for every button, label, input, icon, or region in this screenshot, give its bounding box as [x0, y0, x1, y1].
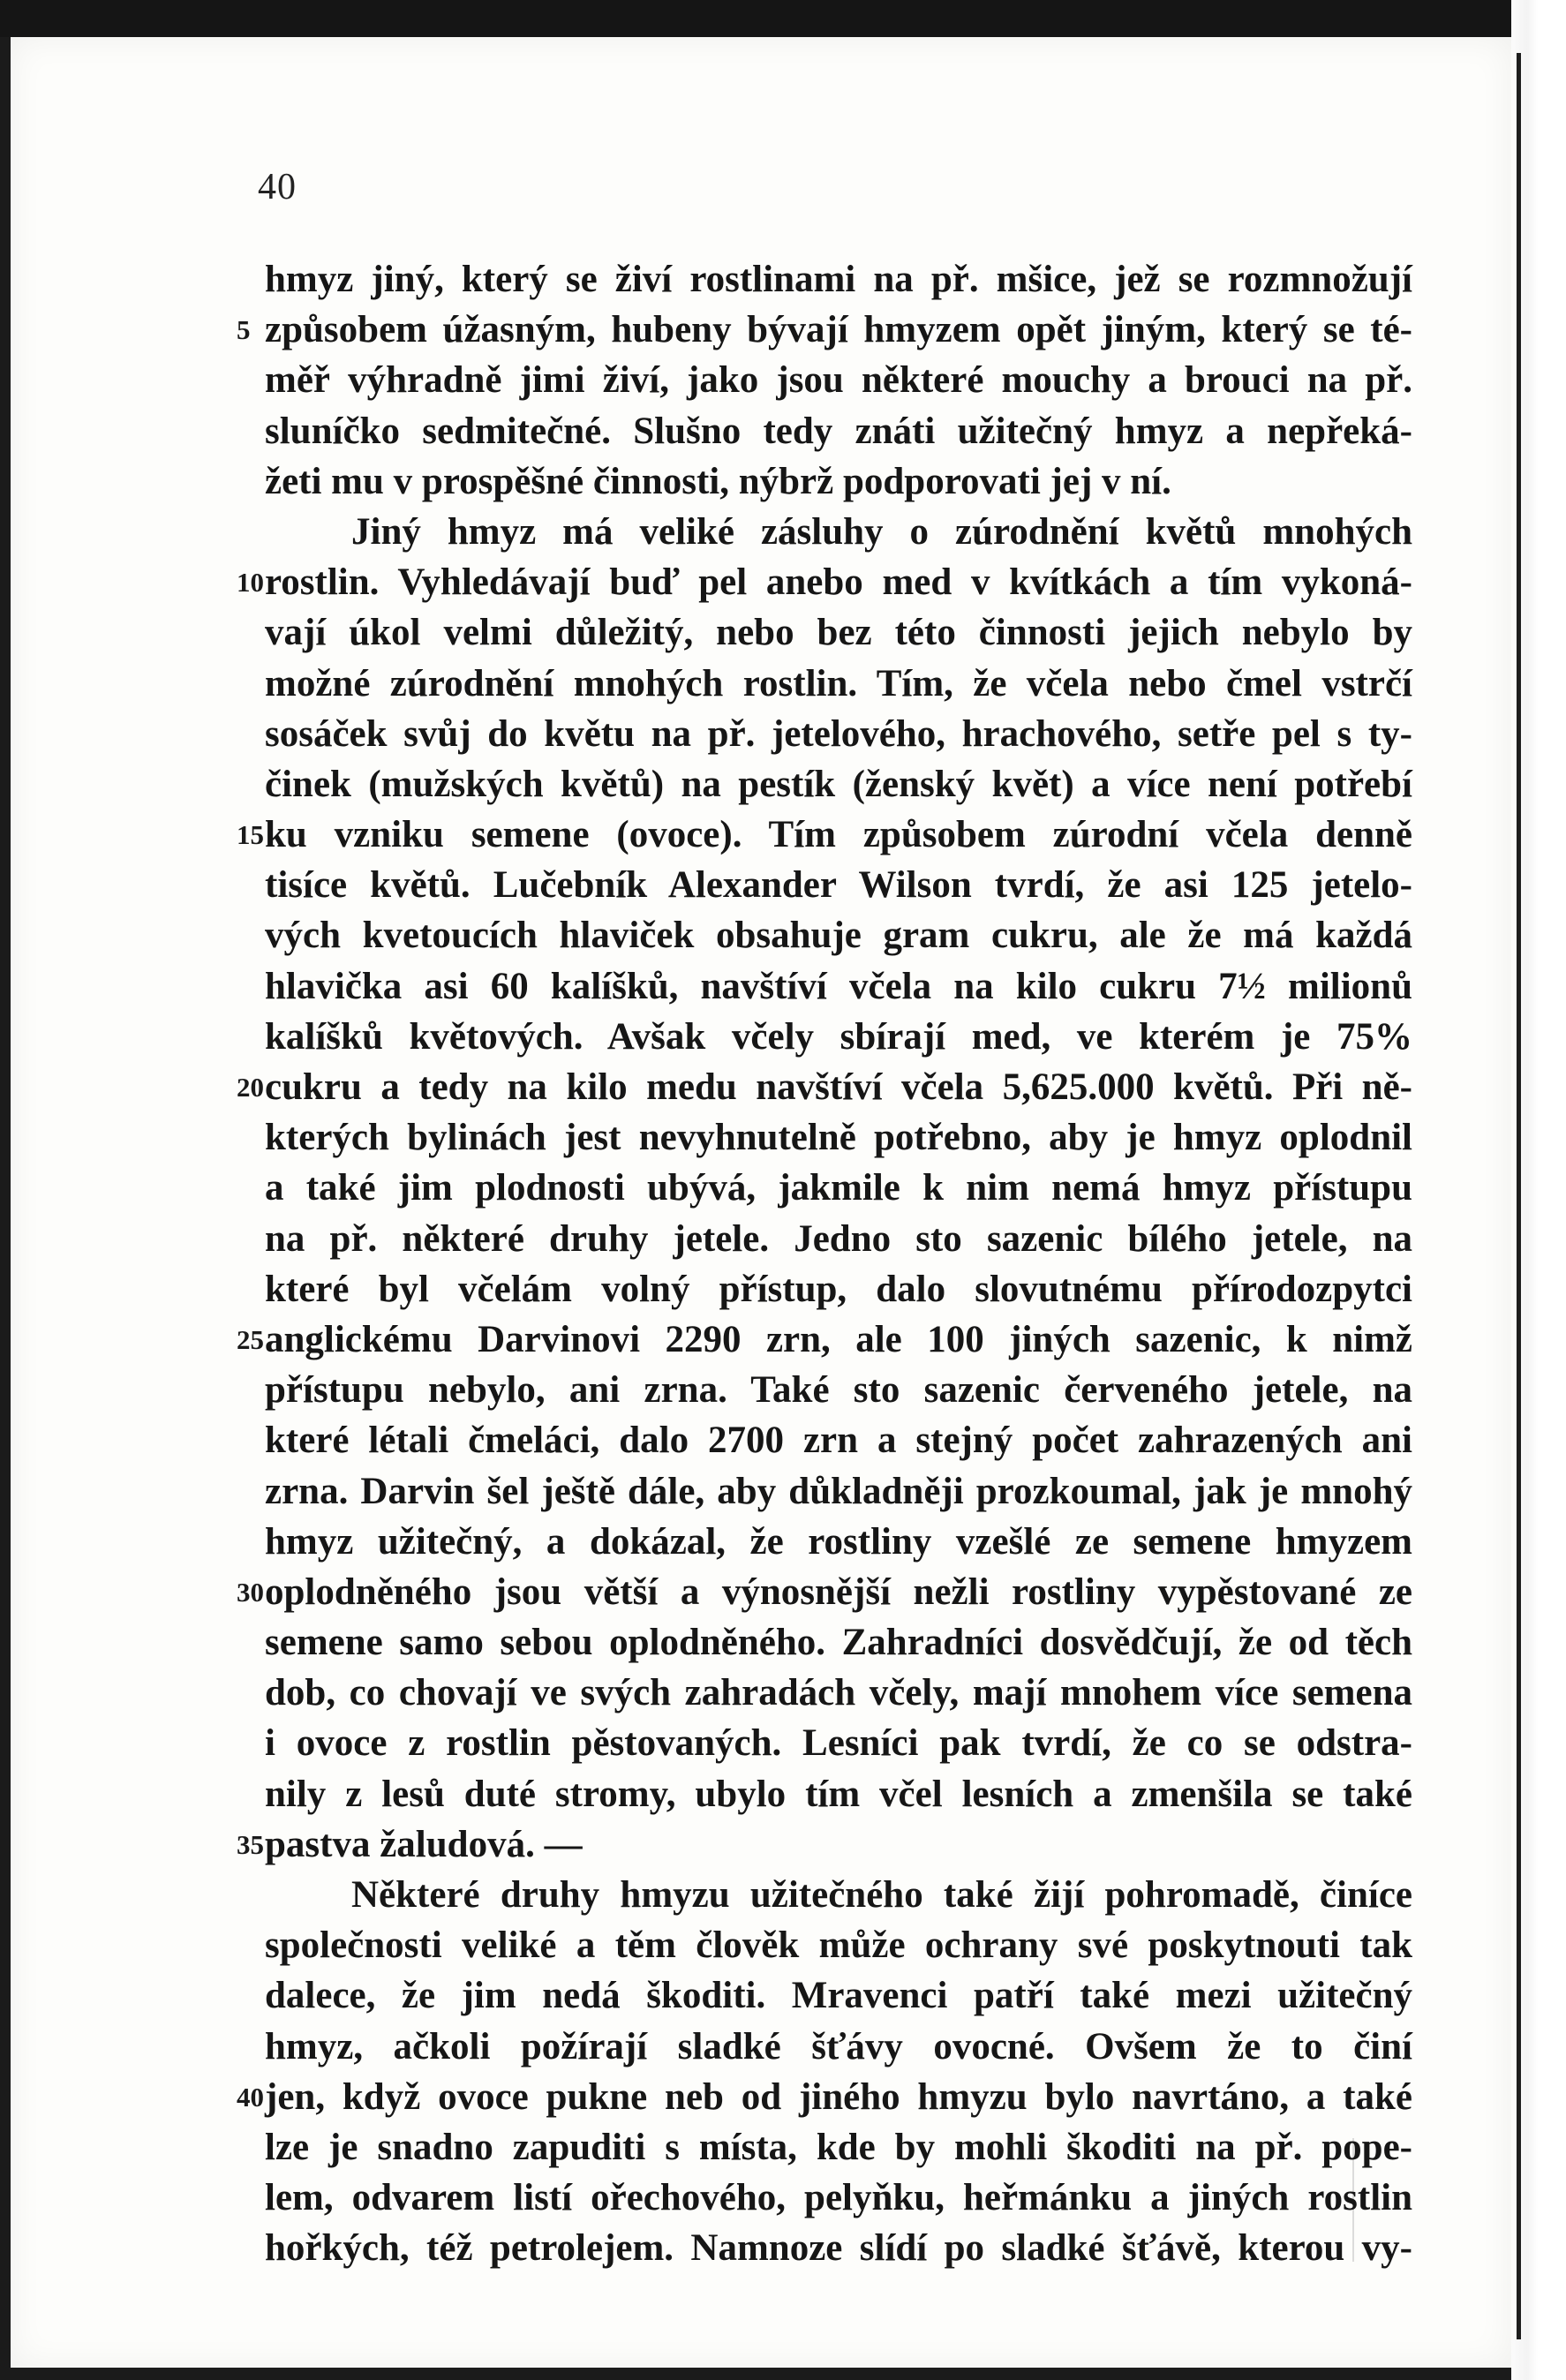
line-text: sluníčko sedmitečné. Slušno tedy znáti užitečný hmyz a nepřeká- — [265, 410, 1412, 452]
line-text: které létali čmeláci, dalo 2700 zrn a stejný počet zahrazených ani — [265, 1420, 1412, 1462]
line-number: 25 — [237, 1323, 264, 1355]
scan-top-edge — [0, 0, 1566, 37]
line-text: i ovoce z rostlin pěstovaných. Lesníci pak tvrdí, že co se odstra- — [265, 1722, 1412, 1765]
line-text: hořkých, též petrolejem. Namnoze slídí po sladké šťávě, kterou vy- — [265, 2227, 1412, 2270]
text-line — [265, 406, 1412, 456]
text-line — [237, 1062, 1412, 1112]
line-text: jen, když ovoce pukne neb od jiného hmyzu bylo navrtáno, a také — [265, 2075, 1412, 2118]
line-text: způsobem úžasným, hubeny bývají hmyzem opět jiným, který se té- — [265, 309, 1412, 351]
text-line — [265, 254, 1412, 305]
text-line — [265, 1163, 1412, 1213]
body-text — [237, 254, 1412, 2274]
line-text: dob, co chovají ve svých zahradách včely, mají mnohem více semena — [265, 1672, 1412, 1714]
line-text: hlavička asi 60 kalíšků, navštíví včela na kilo cukru 7½ milionů — [265, 965, 1412, 1007]
line-text: anglickému Darvinovi 2290 zrn, ale 100 jiných sazenic, k nimž — [265, 1318, 1412, 1360]
line-text: lze je snadno zapuditi s místa, kde by mohli škoditi na př. pope- — [265, 2126, 1412, 2168]
line-text: semene samo sebou oplodněného. Zahradníci dosvědčují, že od těch — [265, 1622, 1412, 1664]
text-line — [265, 1214, 1412, 1264]
line-text: kterých bylinách jest nevyhnutelně potřebno, aby je hmyz oplodnil — [265, 1117, 1412, 1159]
text-line — [265, 1112, 1412, 1163]
line-number: 5 — [237, 314, 251, 346]
line-text: rostlin. Vyhledávají buď pel anebo med v kvítkách a tím vykoná- — [265, 561, 1412, 604]
text-line — [265, 607, 1412, 658]
text-line — [265, 507, 1412, 557]
text-line — [265, 1264, 1412, 1314]
text-line — [265, 1517, 1412, 1567]
text-line — [265, 961, 1412, 1012]
line-text: které byl včelám volný přístup, dalo slovutnému přírodozpytci — [265, 1268, 1412, 1310]
line-number: 15 — [237, 819, 264, 851]
text-line — [265, 1870, 1412, 1920]
line-text: dalece, že jim nedá škoditi. Mravenci patří také mezi užitečný — [265, 1975, 1412, 2017]
text-line — [265, 1920, 1412, 1970]
line-number: 35 — [237, 1828, 264, 1860]
text-line — [265, 1617, 1412, 1668]
text-line — [265, 659, 1412, 709]
line-text: vých kvetoucích hlaviček obsahuje gram cukru, ale že má každá — [265, 915, 1412, 957]
text-line — [237, 305, 1412, 355]
line-text: tisíce květů. Lučebník Alexander Wilson tvrdí, že asi 125 jetelo- — [265, 864, 1412, 907]
text-line — [265, 2122, 1412, 2173]
text-line — [265, 1466, 1412, 1517]
text-line — [265, 709, 1412, 759]
text-line — [265, 2173, 1412, 2223]
text-line — [265, 1769, 1412, 1819]
text-line — [265, 456, 1412, 507]
line-text: žeti mu v prospěšné činnosti, nýbrž podporovati jej v ní. — [265, 460, 1171, 502]
text-line — [265, 2022, 1412, 2072]
line-number: 30 — [237, 1576, 264, 1608]
line-text: zrna. Darvin šel ještě dále, aby důkladněji prozkoumal, jak je mnohý — [265, 1470, 1412, 1512]
line-text: nily z lesů duté stromy, ubylo tím včel lesních a zmenšila se také — [265, 1773, 1412, 1815]
line-text: a také jim plodnosti ubývá, jakmile k nim nemá hmyz přístupu — [265, 1167, 1412, 1209]
text-line — [265, 910, 1412, 960]
text-line — [237, 810, 1412, 860]
line-text: vají úkol velmi důležitý, nebo bez této činnosti jejich nebylo by — [265, 612, 1412, 654]
line-number: 20 — [237, 1072, 264, 1103]
line-text: na př. některé druhy jetele. Jedno sto sazenic bílého jetele, na — [265, 1217, 1412, 1260]
line-text: Některé druhy hmyzu užitečného také žijí pohromadě, činíce — [351, 1874, 1412, 1916]
line-text: ku vzniku semene (ovoce). Tím způsobem zúrodní včela denně — [265, 814, 1412, 856]
line-text: cukru a tedy na kilo medu navštíví včela 5,625.000 květů. Při ně- — [265, 1066, 1412, 1108]
line-text: činek (mužských květů) na pestík (ženský květ) a více není potřebí — [265, 763, 1412, 805]
text-line — [237, 2072, 1412, 2122]
text-line — [265, 1668, 1412, 1718]
text-line — [265, 355, 1412, 405]
text-line — [265, 2223, 1412, 2273]
line-text: pastva žaludová. — — [265, 1823, 583, 1865]
line-text: měř výhradně jimi živí, jako jsou některé mouchy a brouci na př. — [265, 359, 1412, 402]
text-line — [265, 1365, 1412, 1415]
text-line — [265, 759, 1412, 810]
line-text: kalíšků květových. Avšak včely sbírají med, ve kterém je 75% — [265, 1015, 1412, 1058]
text-line — [265, 1970, 1412, 2021]
text-line — [237, 1314, 1412, 1365]
line-text: oplodněného jsou větší a výnosnější nežli rostliny vypěstované ze — [265, 1570, 1412, 1613]
text-line — [265, 1415, 1412, 1465]
line-text: možné zúrodnění mnohých rostlin. Tím, že včela nebo čmel vstrčí — [265, 662, 1412, 704]
book-spine-line — [1517, 53, 1521, 2339]
line-text: Jiný hmyz má veliké zásluhy o zúrodnění květů mnohých — [351, 510, 1412, 553]
line-text: lem, odvarem listí ořechového, pelyňku, heřmánku a jiných rostlin — [265, 2177, 1412, 2219]
text-line — [237, 1819, 1412, 1870]
line-text: hmyz jiný, který se živí rostlinami na př. mšice, jež se rozmnožují — [265, 259, 1412, 300]
line-number: 40 — [237, 2081, 264, 2113]
line-text: hmyz, ačkoli požírají sladké šťávy ovocné. Ovšem že to činí — [265, 2025, 1412, 2067]
line-number: 10 — [237, 567, 264, 599]
text-line — [265, 1012, 1412, 1062]
line-text: přístupu nebylo, ani zrna. Také sto sazenic červeného jetele, na — [265, 1369, 1412, 1412]
text-line — [265, 1718, 1412, 1768]
text-line — [237, 557, 1412, 607]
line-text: hmyz užitečný, a dokázal, že rostliny vzešlé ze semene hmyzem — [265, 1520, 1412, 1563]
line-text: společnosti veliké a těm člověk může ochrany své poskytnouti tak — [265, 1924, 1412, 1967]
text-line — [265, 860, 1412, 910]
page-number: 40 — [258, 167, 297, 207]
text-line — [237, 1567, 1412, 1617]
line-text: sosáček svůj do květu na př. jetelového, hrachového, setře pel s ty- — [265, 712, 1412, 755]
